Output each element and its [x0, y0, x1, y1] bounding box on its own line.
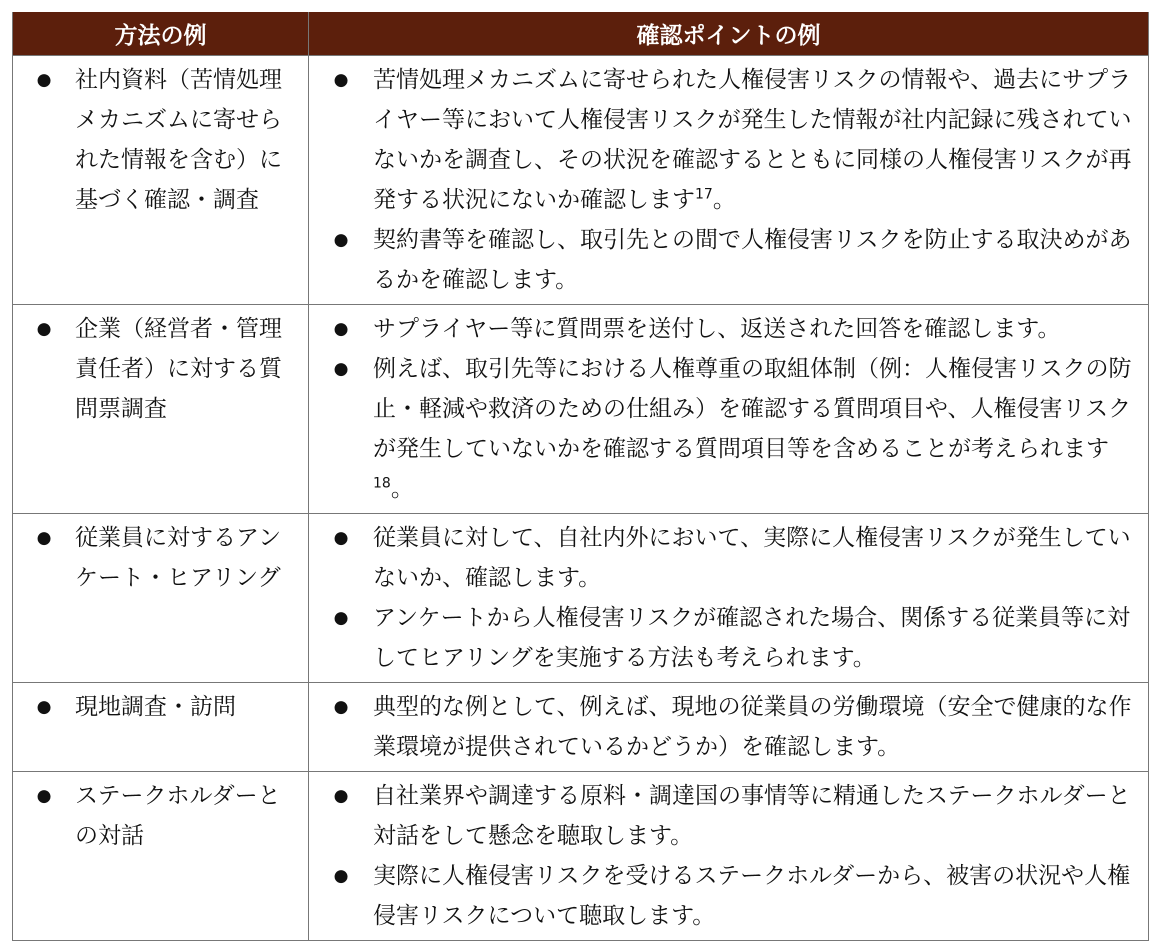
- table-row: [13, 514, 1149, 683]
- list-item: [309, 856, 1142, 936]
- method-cell: [13, 772, 309, 941]
- bullet-icon: ●: [333, 359, 349, 379]
- point-text: 自社業界や調達する原料・調達国の事情等に精通したステークホルダーと対話をして懸念を聴取します。: [373, 783, 1131, 849]
- bullet-icon: ●: [333, 528, 349, 548]
- footnote-ref: 17: [695, 186, 713, 203]
- method-text: ステークホルダーとの対話: [75, 783, 281, 849]
- checkpoint-cell: [309, 772, 1149, 941]
- header-method: 方法の例: [13, 12, 309, 56]
- checkpoint-cell: [309, 305, 1149, 514]
- header-checkpoint: 確認ポイントの例: [309, 12, 1149, 56]
- bullet-icon: ●: [333, 786, 349, 806]
- table-header-row: [13, 12, 1149, 56]
- bullet-icon: ●: [36, 697, 52, 717]
- table-row: [13, 56, 1149, 305]
- list-item: [309, 349, 1142, 509]
- bullet-icon: ●: [36, 70, 52, 90]
- point-tail: 。: [712, 187, 736, 213]
- bullet-icon: ●: [333, 230, 349, 250]
- bullet-icon: ●: [36, 528, 52, 548]
- method-cell: [13, 683, 309, 772]
- point-text: 契約書等を確認し、取引先との間で人権侵害リスクを防止する取決めがあるかを確認します。: [373, 227, 1132, 293]
- table-row: [13, 683, 1149, 772]
- method-text: 社内資料（苦情処理メカニズムに寄せられた情報を含む）に基づく確認・調査: [75, 67, 282, 213]
- point-text: サプライヤー等に質問票を送付し、返送された回答を確認します。: [373, 316, 1061, 342]
- checkpoint-cell: [309, 683, 1149, 772]
- point-text: 従業員に対して、自社内外において、実際に人権侵害リスクが発生していないか、確認します。: [373, 525, 1131, 591]
- list-item: [309, 518, 1142, 598]
- point-text: 例えば、取引先等における人権尊重の取組体制（例：人権侵害リスクの防止・軽減や救済のための仕組み）を確認する質問項目や、人権侵害リスクが発生していないかを確認する質問項目等を含めることが考えられます: [373, 356, 1132, 462]
- method-text: 現地調査・訪問: [75, 694, 236, 720]
- point-text: 苦情処理メカニズムに寄せられた人権侵害リスクの情報や、過去にサプライヤー等において人権侵害リスクが発生した情報が社内記録に残されていないかを調査し、その状況を確認するとともに同様の人権侵害リスクが再発する状況にないか確認します: [373, 67, 1132, 213]
- method-text: 従業員に対するアンケート・ヒアリング: [75, 525, 282, 591]
- bullet-icon: ●: [333, 319, 349, 339]
- bullet-icon: ●: [36, 319, 52, 339]
- method-cell: [13, 56, 309, 305]
- list-item: [309, 220, 1142, 300]
- method-text: 企業（経営者・管理責任者）に対する質問票調査: [75, 316, 282, 422]
- table-row: [13, 772, 1149, 941]
- point-text: アンケートから人権侵害リスクが確認された場合、関係する従業員等に対してヒアリングを実施する方法も考えられます。: [373, 605, 1131, 671]
- point-text: 実際に人権侵害リスクを受けるステークホルダーから、被害の状況や人権侵害リスクについて聴取します。: [373, 863, 1131, 929]
- checkpoint-cell: [309, 514, 1149, 683]
- method-cell: [13, 514, 309, 683]
- bullet-icon: ●: [333, 697, 349, 717]
- footnote-ref: 18: [373, 475, 391, 492]
- point-tail: 。: [390, 476, 414, 502]
- checkpoint-cell: [309, 56, 1149, 305]
- bullet-icon: ●: [333, 608, 349, 628]
- bullet-icon: ●: [333, 866, 349, 886]
- list-item: [309, 687, 1142, 767]
- method-cell: [13, 305, 309, 514]
- checkpoint-table: [12, 12, 1149, 941]
- list-item: [309, 309, 1142, 349]
- list-item: [309, 776, 1142, 856]
- bullet-icon: ●: [36, 786, 52, 806]
- list-item: [309, 60, 1142, 220]
- bullet-icon: ●: [333, 70, 349, 90]
- table-row: [13, 305, 1149, 514]
- point-text: 典型的な例として、例えば、現地の従業員の労働環境（安全で健康的な作業環境が提供されているかどうか）を確認します。: [373, 694, 1132, 760]
- list-item: [309, 598, 1142, 678]
